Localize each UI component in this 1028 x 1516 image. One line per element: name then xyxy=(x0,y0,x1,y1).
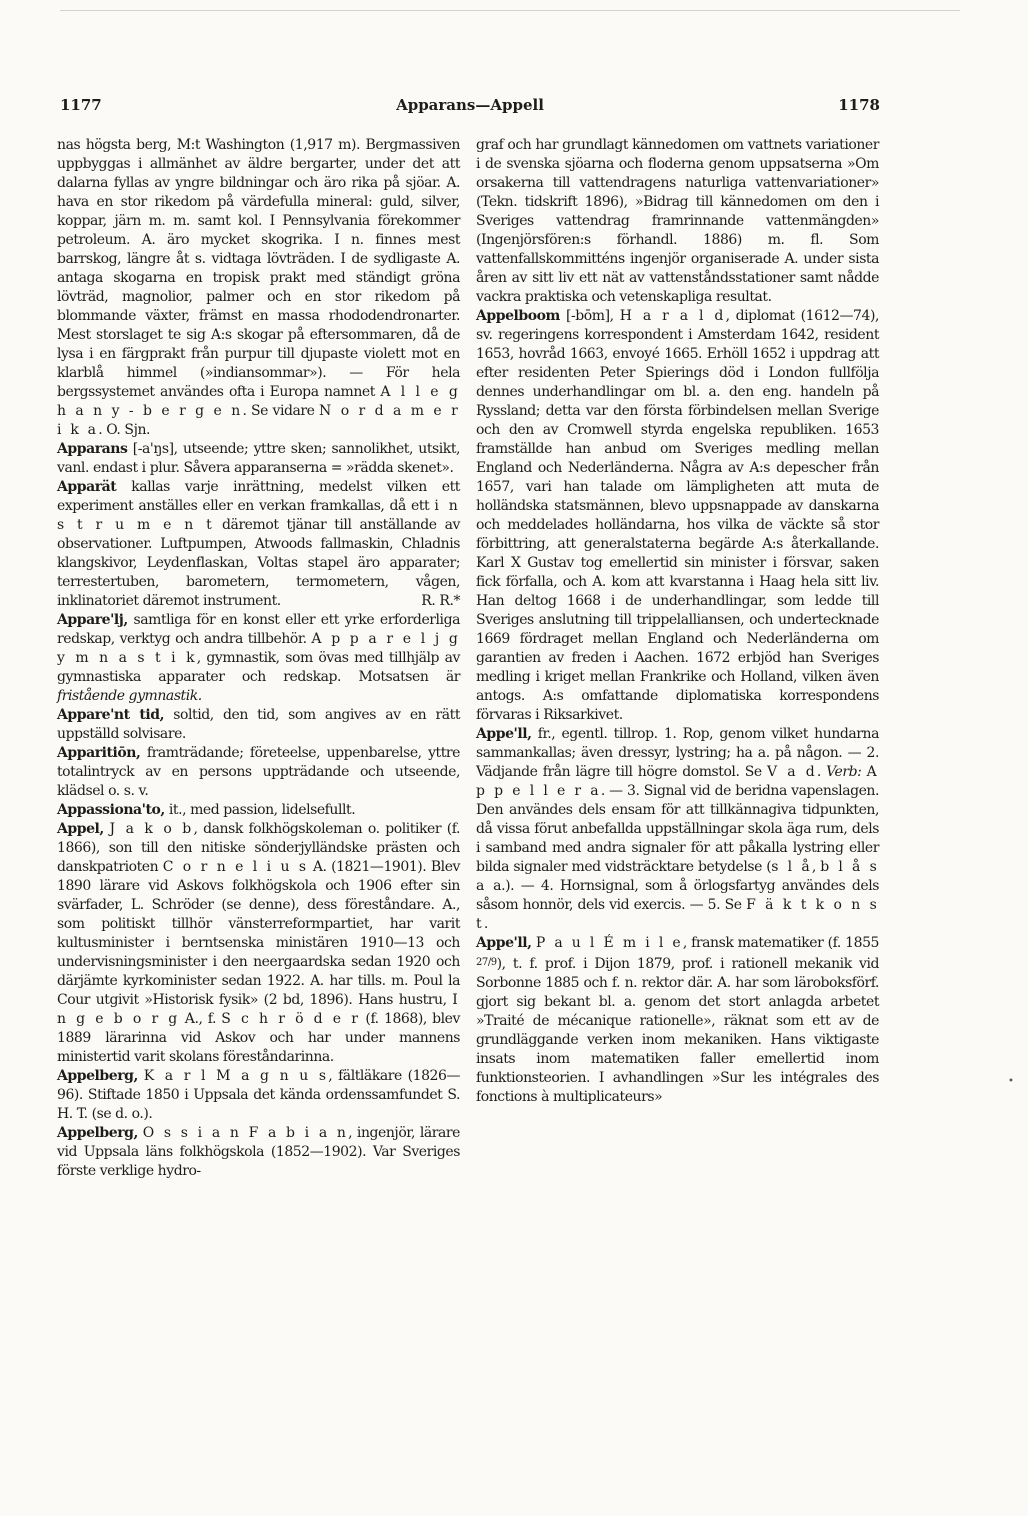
entry-appelberg-ossian: Appelberg, O s s i a n F a b i a n, ingenjör, lärare vid Uppsala läns folkhögskola (1852—1902). Var Sveriges förste verklige hydro- xyxy=(57,1125,460,1179)
headword: Appelberg, xyxy=(57,1068,138,1084)
entry-appelboom: Appelboom [-bōm], H a r a l d, diplomat (1612—74), sv. regeringens korrespondent i Amsterdam 1642, resident 1653, hovråd 1663, envoyé 1665. Erhöll 1652 i uppdrag att efter residenten Peter Spierings död i London fullfölja dennes underhandlingar om bl. a. den eng. handeln på Ryssland; detta var den första förbindelsen mellan Sverige och den av Cromwell styrda engelska republiken. 1653 framställde han anbud om Sveriges medling mellan England och Nederländerna. Några av A:s depescher från 1657, vari han talade om lämpligheten att muta de holländska statsmännen, blevo uppsnappade av danskarna och meddelades holländarna, hos vilka de väckte så stor förbittring, att generalstaterna begärde A:s återkallande. Karl X Gustav tog emellertid sin minister i försvar, saken fick förfalla, och A. kom att kvarstanna i Haag hela sitt liv. Han deltog 1668 i de underhandlingar, som ledde till Sveriges anslutning till trippelalliansen, och undertecknade 1669 fördraget mellan England och Nederländerna om garantien av freden i Aachen. 1672 erbjöd han Sveriges medling i kriget mellan Frankrike och Holland, vilken även antogs. A:s omfattande diplomatiska korrespondens förvaras i Riksarkivet. xyxy=(476,308,879,723)
headword: Appel, xyxy=(57,821,104,837)
entry-apparans: Apparans [-a'ŋs], utseende; yttre sken; sannolikhet, utsikt, vanl. endast i plur. Såvera apparanserna = »rädda skenet». xyxy=(57,441,460,476)
entry-continuation: nas högsta berg, M:t Washington (1,917 m). Bergmassiven uppbyggas i allmänhet av äldre bergarter, under det att dalarna fyllas av yngre bildningar och äro rika på sjöar. A. hava en stor rikedom på värdefulla mineral: guld, silver, koppar, järn m. m. samt kol. I Pennsylvania förekommer petroleum. A. äro mycket skogrika. I n. finnes mest barrskog, längre åt s. vidtaga lövträden. I de sydligaste A. antaga skogarna en tropisk prakt med ständigt gröna lövträd, magnolior, palmer och en stor rikedom på blommande växter, främst en massa rhododendronarter. Mest storslaget te sig A:s skogar på eftersommaren, då de lysa i en färgprakt från purpur till djupaste violett mot en klarblå himmel (»indiansommar»). — För hela bergssystemet användes ofta i Europa namnet A l l e g h a n y - b e r g e n. Se vidare N o r d a m e r i k a. O. Sjn. xyxy=(57,137,460,438)
entry-apparat: Apparät kallas varje inrättning, medelst vilken ett experiment anställes eller en verkan framkallas, då ett i n s t r u m e n t däremot tjänar till anställande av observationer. Luftpumpen, Atwoods fallmaskin, Chladnis klangskivor, Leydenflaskan, Voltas stapel äro apparater; terrestertuben, barometern, termometern, vågen, inklinatoriet däremot instrument. R. R.* xyxy=(57,479,461,609)
entry-appassionato: Appassiona'to, it., med passion, lidelsefullt. xyxy=(57,802,356,818)
page-number-right: 1178 xyxy=(838,96,880,114)
entry-appell-paul-emile: Appe'll, P a u l É m i l e, fransk matematiker (f. 1855 $^{27/9}$), t. f. prof. i Dijon 1879, prof. i rationell mekanik vid Sorbonne 1885 och f. n. rektor där. A. har som läroboksförf. gjort sig bekant bl. a. genom det stort anlagda arbetet »Traité de mécanique rationelle», räknat som ett av de grundläggande verken inom mekaniken. Hans viktigaste insats inom matematiken faller emellertid inom funktionsteorien. I avhandlingen »Sur les intégrales des fonctions à multiplicateurs» xyxy=(476,935,879,1105)
headword: Appelboom xyxy=(476,308,560,324)
birth-date-fraction: 27/9 xyxy=(476,957,497,968)
entry-apparition: Apparitiōn, framträdande; företeelse, uppenbarelse, yttre totalintryck av en persons uppträdande och utseende, klädsel o. s. v. xyxy=(57,745,460,799)
top-rule xyxy=(60,10,960,11)
headword: Apparät xyxy=(57,479,117,495)
headword: Appare'nt tid, xyxy=(57,707,165,723)
margin-mark: • xyxy=(1008,1076,1014,1087)
entry-continuation: graf och har grundlagt kännedomen om vattnets variationer i de svenska sjöarna och floderna genom uppsatserna »Om orsakerna till vattendragens naturliga vattenvariationer» (Tekn. tidskrift 1896), »Bidrag till kännedomen om den i Sveriges vattendrag framrinnande vattenmängden» (Ingenjörsfören:s förhandl. 1886) m. fl. Som vattenfallskommitténs ingenjör organiserade A. under sista åren av sitt liv ett nät av vattenståndsstationer samt nådde vackra praktiska och vetenskapliga resultat. xyxy=(476,137,879,305)
left-column xyxy=(57,136,460,1181)
running-head: Apparans—Appell xyxy=(396,96,544,114)
headword: Appe'll, xyxy=(476,726,532,742)
page-number-left: 1177 xyxy=(60,96,102,114)
entry-apparent-tid: Appare'nt tid, soltid, den tid, som angives av en rätt uppställd solvisare. xyxy=(57,707,460,742)
headword: Appare'lj, xyxy=(57,612,128,628)
headword: Appe'll, xyxy=(476,935,532,951)
headword: Apparitiōn, xyxy=(57,745,141,761)
entry-appell: Appe'll, fr., egentl. tillrop. 1. Rop, genom vilket hundarna sammankallas; även dressyr, lystring; ha a. på någon. — 2. Vädjande från lägre till högre domstol. Se V a d. Verb: A p p e l l e r a. — 3. Signal vid de beridna vapenslagen. Den användes dels ensam för att tillkännagiva tidpunkten, då vissa förut anbefallda uppställningar skola äga rum, dels i samband med andra signaler för att påkalla lystring eller bilda signaler med vidsträcktare betydelse (s l å, b l å s a a.). — 4. Hornsignal, som å örlogsfartyg användes dels såsom honnör, dels vid exercis. — 5. Se F ä k t k o n s t. xyxy=(476,726,880,932)
headword: Apparans xyxy=(57,441,128,457)
entry-apparelj: Appare'lj, samtliga för en konst eller ett yrke erforderliga redskap, verktyg och andra tillbehör. A p p a r e l j g y m n a s t i k, gymnastik, som övas med tillhjälp av gymnastiska apparater och redskap. Motsatsen är fristående gymnastik. xyxy=(57,612,461,704)
author-signature: R. R.* xyxy=(421,593,460,609)
right-column xyxy=(476,136,879,1107)
entry-appelberg-karl: Appelberg, K a r l M a g n u s, fältläkare (1826—96). Stiftade 1850 i Uppsala det kända ordenssamfundet S. H. T. (se d. o.). xyxy=(57,1068,460,1122)
page-header xyxy=(60,96,880,118)
headword: Appassiona'to, xyxy=(57,802,165,818)
headword: Appelberg, xyxy=(57,1125,138,1141)
entry-appel: Appel, J a k o b, dansk folkhögskoleman o. politiker (f. 1866), son till den nitiske sönderjylländske prästen och danskpatrioten C o r n e l i u s A. (1821—1901). Blev 1890 lärare vid Askovs folkhögskola och 1906 efter sin svärfader, L. Schröder (se denne), dess föreståndare. A., som politiskt tillhör vänsterreformpartiet, har varit kultusminister i berntsenska ministären 1910—13 och undervisningsminister i den neergaardska sedan 1920 och därjämte kyrkominister sedan 1922. A. har tills. m. Poul la Cour utgivit »Historisk fysik» (2 bd, 1896). Hans hustru, I n g e b o r g A., f. S c h r ö d e r (f. 1868), blev 1889 lärarinna vid Askov och har under mannens ministertid varit skolans föreståndarinna. xyxy=(57,821,461,1065)
